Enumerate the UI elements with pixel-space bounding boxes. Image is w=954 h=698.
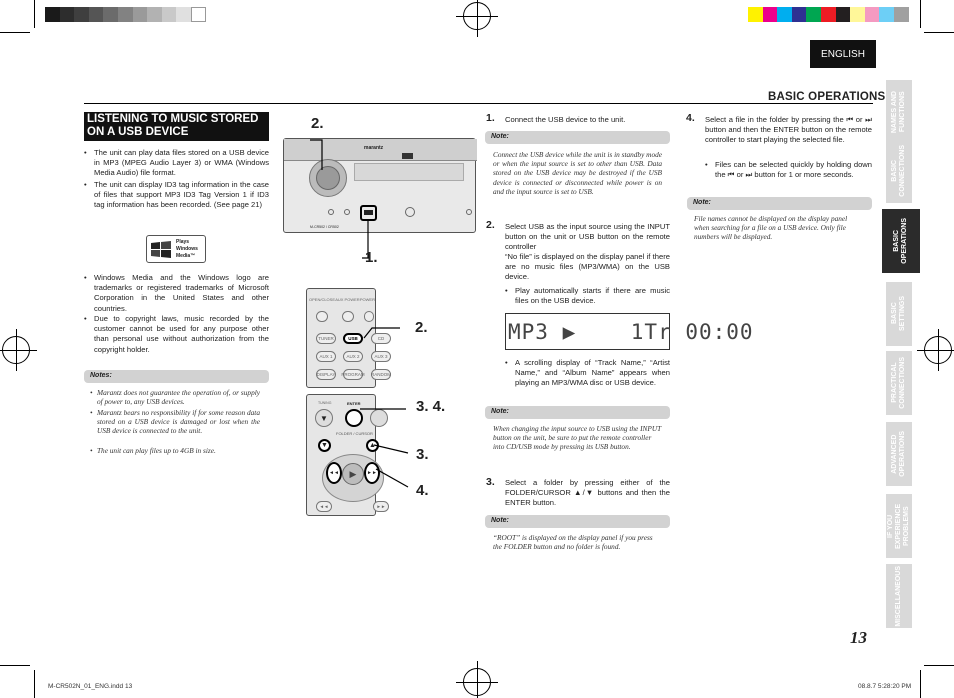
enter-label: ENTER bbox=[347, 401, 361, 406]
crop-mark bbox=[924, 665, 954, 666]
note-text: File names cannot be displayed on the display panel when searching for a file on a USB device. Only file numbers will be displayed. bbox=[694, 214, 848, 242]
step-text: “No file” is displayed on the display panel if there are no music files (MP3/WMA) on the USB device. bbox=[505, 252, 670, 282]
bullet-item: • Due to copyright laws, music recorded by the customer cannot be used for any purpose other than personal use without authorization from the copyright holder. bbox=[84, 314, 269, 355]
side-tab[interactable] bbox=[882, 209, 920, 273]
step-number: 2. bbox=[486, 219, 495, 231]
color-swatch bbox=[850, 7, 865, 22]
color-swatch bbox=[865, 7, 880, 22]
side-tab-label: MISCELLANEOUS bbox=[895, 565, 902, 627]
bullet-item: • Windows Media and the Windows logo are trademarks or registered trademarks of Microsoft Corporation in the United States and other countries. bbox=[84, 273, 269, 314]
model-label: M-CR502 / CR502 bbox=[310, 225, 339, 229]
tuning-down-button[interactable]: ▼ bbox=[315, 409, 333, 427]
gray-swatch bbox=[60, 7, 75, 22]
bullet-item: • A scrolling display of “Track Name,” “Artist Name,” and “Album Name” appears when playing an MP3/WMA disc or USB device. bbox=[505, 358, 670, 389]
aux1-button[interactable]: AUX 1 bbox=[316, 351, 336, 362]
note-bar: Note: bbox=[485, 515, 670, 528]
footer-filename: M-CR502N_01_ENG.indd 13 bbox=[48, 683, 133, 690]
aux2-button[interactable]: AUX 2 bbox=[343, 351, 363, 362]
step-number: 3. bbox=[486, 476, 495, 488]
side-tab[interactable] bbox=[886, 422, 912, 486]
registration-mark bbox=[463, 668, 491, 696]
crop-mark bbox=[34, 0, 35, 28]
side-tab-label: BASIC SETTINGS bbox=[891, 296, 906, 332]
note-text: When changing the input source to USB using the INPUT button on the unit, be sure to put the remote controller into CD/USB mode by pressing its USB button. bbox=[493, 424, 662, 452]
color-swatch bbox=[748, 7, 763, 22]
language-label: ENGLISH bbox=[810, 40, 876, 68]
aux-power-button[interactable] bbox=[342, 311, 354, 322]
side-tab-label: BASIC OPERATIONS bbox=[893, 218, 908, 264]
windows-media-logo bbox=[146, 235, 206, 263]
button-icon bbox=[466, 209, 472, 215]
side-tab[interactable] bbox=[886, 139, 912, 203]
display-button[interactable]: DISPLAY bbox=[316, 369, 336, 380]
step-text: Connect the USB device to the unit. bbox=[505, 115, 626, 124]
folder-up-button[interactable]: ▲ bbox=[366, 439, 379, 452]
cd-button[interactable]: CD bbox=[371, 333, 391, 344]
crop-mark bbox=[0, 32, 30, 33]
side-tab-label: PRACTICAL CONNECTIONS bbox=[891, 357, 906, 409]
step-number: 4. bbox=[686, 112, 695, 124]
side-tab-label: BASIC CONNECTIONS bbox=[891, 145, 906, 197]
color-swatch bbox=[879, 7, 894, 22]
side-tab[interactable] bbox=[886, 351, 912, 415]
color-swatch bbox=[763, 7, 778, 22]
usb-button[interactable]: USB bbox=[343, 333, 363, 344]
registration-mark bbox=[924, 336, 952, 364]
gray-swatch bbox=[45, 7, 60, 22]
aux3-button[interactable]: AUX 3 bbox=[371, 351, 391, 362]
logo-line: Media™ bbox=[176, 253, 196, 259]
callout-label: 2. bbox=[415, 319, 428, 336]
footer-timestamp: 08.8.7 5:28:20 PM bbox=[858, 683, 912, 690]
crop-mark bbox=[920, 670, 921, 698]
skip-forward-button[interactable]: ►► bbox=[364, 462, 380, 484]
notes-bar: Notes: bbox=[84, 370, 269, 383]
callout-label: 4. bbox=[416, 482, 429, 499]
color-swatch bbox=[836, 7, 851, 22]
logo-line: Plays bbox=[176, 239, 190, 245]
crop-mark bbox=[924, 32, 954, 33]
logo-line: Windows bbox=[176, 246, 198, 252]
side-tab-label: IF YOU EXPERIENCE PROBLEMS bbox=[887, 503, 910, 549]
remote-row-labels bbox=[309, 297, 375, 302]
color-swatch bbox=[821, 7, 836, 22]
gray-swatch bbox=[176, 7, 191, 22]
side-tab[interactable] bbox=[886, 494, 912, 558]
play-button[interactable]: ▶ bbox=[342, 463, 364, 485]
header-rule bbox=[84, 103, 873, 104]
bullet-item: • Files can be selected quickly by holding down the ⏮ or ⏭ button for 1 or more seconds. bbox=[705, 160, 872, 180]
callout-label: 3. 4. bbox=[416, 398, 446, 415]
label: POWER bbox=[359, 297, 375, 302]
crop-mark bbox=[920, 0, 921, 28]
bullet-item: • The unit can display ID3 tag information in the case of files that support MP3 ID3 Tag Version 1 if ID3 tag information has been recorded. (See page 21) bbox=[84, 180, 269, 211]
registration-mark bbox=[463, 2, 491, 30]
tuning-label: TUNING bbox=[318, 401, 332, 405]
registration-mark bbox=[2, 336, 30, 364]
color-swatch bbox=[894, 7, 909, 22]
gray-swatch bbox=[118, 7, 133, 22]
callout-lines bbox=[356, 395, 416, 505]
side-tab[interactable] bbox=[886, 282, 912, 346]
page-number: 13 bbox=[850, 628, 867, 647]
side-tab[interactable] bbox=[886, 80, 912, 144]
brand-label: marantz bbox=[364, 145, 384, 151]
folder-cursor-label: FOLDER / CURSOR bbox=[336, 431, 373, 436]
step-text: Select a file in the folder by pressing the ⏮ or ⏭ button and then the ENTER button on the remote controller to start playing the selected file. bbox=[705, 115, 872, 145]
fast-forward-button[interactable]: ►► bbox=[373, 501, 389, 512]
gray-swatch bbox=[191, 7, 206, 22]
gray-swatch bbox=[162, 7, 177, 22]
gray-swatch bbox=[89, 7, 104, 22]
section-heading: BASIC OPERATIONS bbox=[768, 91, 886, 103]
tuner-button[interactable]: TUNER bbox=[316, 333, 336, 344]
skip-back-button[interactable]: ◄◄ bbox=[326, 462, 342, 484]
bullet-item: • Play automatically starts if there are music files on the USB device. bbox=[505, 286, 670, 306]
gray-swatch bbox=[74, 7, 89, 22]
crop-mark bbox=[0, 665, 30, 666]
note-item: • The unit can play files up to 4GB in size. bbox=[90, 446, 216, 455]
bullet-item: • The unit can play data files stored on a USB device in MP3 (MPEG Audio Layer 3) or WMA (Windows Media Audio) file format. bbox=[84, 148, 269, 179]
callout-line bbox=[362, 320, 402, 340]
program-button[interactable]: PROGRAM bbox=[343, 369, 363, 380]
note-bar: Note: bbox=[687, 197, 872, 210]
open-close-button[interactable] bbox=[316, 311, 328, 322]
note-bar: Note: bbox=[485, 131, 670, 144]
color-swatch bbox=[777, 7, 792, 22]
label: OPEN/CLOSE bbox=[309, 297, 336, 302]
note-text: Connect the USB device while the unit is in standby mode or when the input source is set to other than USB. Data stored on the USB device may be destroyed if the USB device is connected or disconnected while power is on and the input source is set to USB. bbox=[493, 150, 662, 196]
callout-lines bbox=[300, 110, 420, 270]
note-item: • Marantz bears no responsibility if for some reason data stored on a USB device is damaged or lost when the USB device is connected to the unit. bbox=[90, 408, 260, 436]
color-swatch bbox=[806, 7, 821, 22]
side-tab-label: NAMES AND FUNCTIONS bbox=[891, 90, 906, 134]
gray-swatch bbox=[147, 7, 162, 22]
callout-label: 3. bbox=[416, 446, 429, 463]
callout-label: 2. bbox=[311, 115, 324, 132]
page-title: LISTENING TO MUSIC STORED ON A USB DEVICE bbox=[84, 112, 269, 141]
callout-label: 1. bbox=[365, 249, 378, 266]
color-swatch bbox=[792, 7, 807, 22]
note-item: • Marantz does not guarantee the operation of, or supply of power to, any USB devices. bbox=[90, 388, 260, 407]
crop-mark bbox=[34, 670, 35, 698]
label: AUX POWER bbox=[335, 297, 360, 302]
note-text: “ROOT” is displayed on the display panel if you press the FOLDER button and no folder is found. bbox=[493, 533, 653, 552]
rewind-button[interactable]: ◄◄ bbox=[316, 501, 332, 512]
side-tab-label: ADVANCED OPERATIONS bbox=[891, 431, 906, 477]
gray-swatch bbox=[133, 7, 148, 22]
display-panel: MP3 ▶ 1Tr 00:00 bbox=[505, 313, 670, 350]
step-text: Select USB as the input source using the INPUT button on the unit or USB button on the remote controller bbox=[505, 222, 670, 252]
side-tab[interactable] bbox=[886, 564, 912, 628]
windows-flag-icon bbox=[150, 240, 172, 260]
folder-down-button[interactable]: ▼ bbox=[318, 439, 331, 452]
gray-swatch bbox=[103, 7, 118, 22]
random-button[interactable]: RANDOM bbox=[371, 369, 391, 380]
step-text: Select a folder by pressing either of the FOLDER/CURSOR ▲/▼ buttons and then the ENTER button. bbox=[505, 478, 670, 508]
step-number: 1. bbox=[486, 112, 495, 124]
note-bar: Note: bbox=[485, 406, 670, 419]
